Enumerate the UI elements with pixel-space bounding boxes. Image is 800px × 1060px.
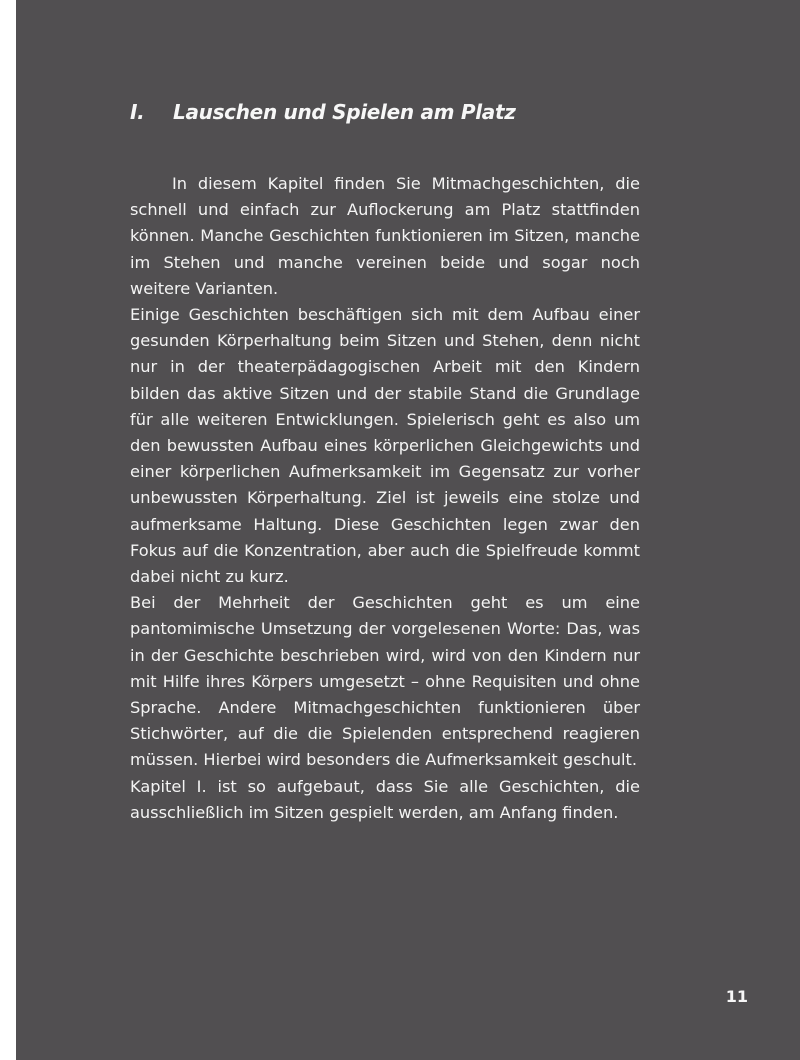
book-page <box>16 0 800 1060</box>
paragraph-pantomime: Bei der Mehrheit der Geschichten geht es um eine pantomimische Umsetzung der vorgelesenen Worte: Das, was in der Geschichte beschrieben wird, wird von den Kindern nur mit Hilfe ihres Körpers umgesetzt – ohne Requisiten und ohne Sprache. Andere Mitmachgeschichten funktionieren über Stichwörter, auf die die Spielenden entsprechend reagieren müssen. Hierbei wird besonders die Aufmerksamkeit geschult. <box>130 593 640 770</box>
paragraph-intro: In diesem Kapitel finden Sie Mitmachgeschichten, die schnell und einfach zur Auflockerung am Platz stattfinden können. Manche Geschichten funktionieren im Sitzen, manche im Stehen und manche vereinen beide und sogar noch weitere Varianten. <box>130 174 640 298</box>
body-text <box>130 171 640 826</box>
chapter-heading <box>130 100 516 124</box>
chapter-number: I. <box>130 100 145 124</box>
chapter-title: Lauschen und Spielen am Platz <box>173 100 516 124</box>
paragraph-structure: Kapitel I. ist so aufgebaut, dass Sie alle Geschichten, die ausschließlich im Sitzen gespielt werden, am Anfang finden. <box>130 776 640 822</box>
paragraph-posture: Einige Geschichten beschäftigen sich mit dem Aufbau einer gesunden Körperhaltung beim Sitzen und Stehen, denn nicht nur in der theaterpädagogischen Arbeit mit den Kindern bilden das aktive Sitzen und der stabile Stand die Grundlage für alle weiteren Entwicklungen. Spielerisch geht es also um den bewussten Aufbau eines körperlichen Gleichgewichts und einer körperlichen Aufmerksamkeit im Gegensatz zur vorher unbewussten Körperhaltung. Ziel ist jeweils eine stolze und aufmerksame Haltung. Diese Geschichten legen zwar den Fokus auf die Konzentration, aber auch die Spielfreude kommt dabei nicht zu kurz. <box>130 305 640 587</box>
page-number: 11 <box>725 987 748 1006</box>
